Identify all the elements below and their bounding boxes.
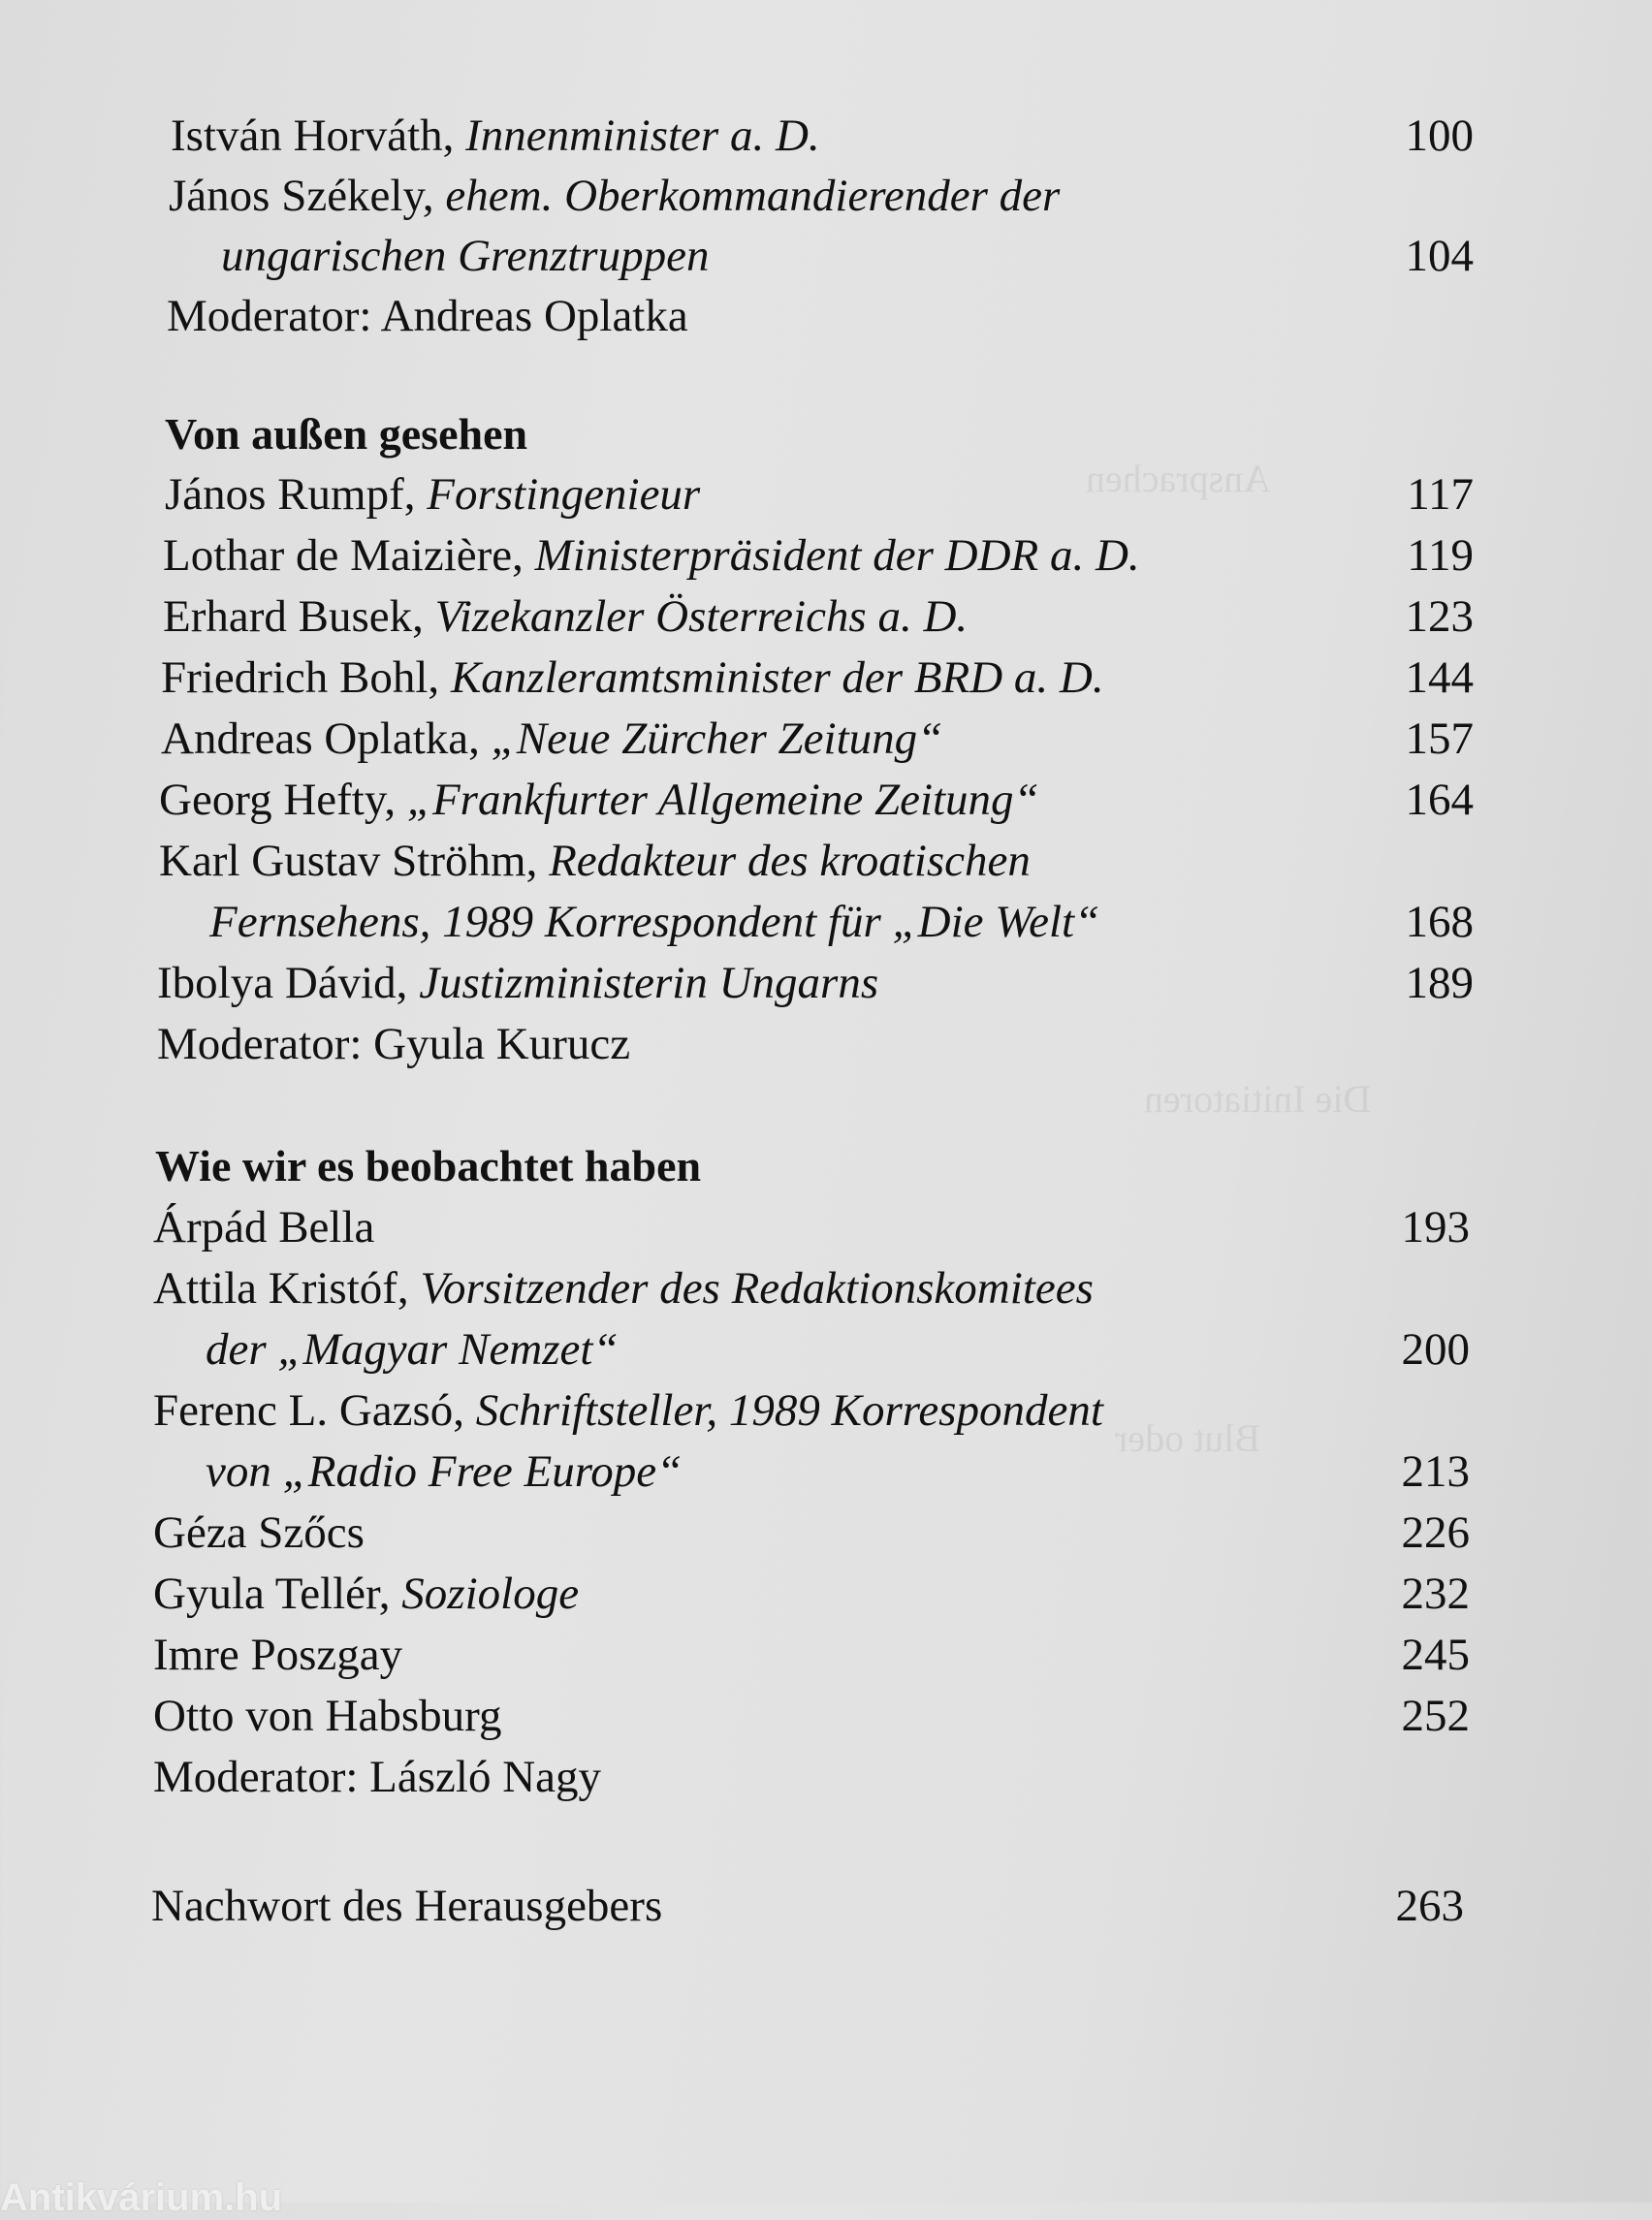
bleed-through-text: Ansprachen (1086, 457, 1272, 500)
toc-entry-continuation (0, 225, 1652, 287)
page-number: 226 (1401, 1507, 1470, 1558)
page-number: 200 (1401, 1324, 1470, 1375)
moderator-line (0, 1746, 1652, 1808)
section-heading: Von außen gesehen (165, 409, 528, 459)
toc-entry (0, 1563, 1652, 1625)
page-number: 213 (1401, 1446, 1470, 1497)
entry-role: von „Radio Free Europe“ (206, 1446, 683, 1497)
toc-entry (0, 1875, 1652, 1937)
entry-role: Redakteur des kroatischen (549, 836, 1031, 886)
toc-entry (0, 463, 1652, 525)
entry-name: Ibolya Dávid, (157, 958, 420, 1008)
entry-name: János Rumpf, (165, 469, 428, 520)
toc-entry (0, 105, 1652, 167)
entry-name: Erhard Busek, (163, 591, 435, 642)
entry-role: Ministerpräsident der DDR a. D. (534, 530, 1140, 581)
entry-name: Gyula Tellér, (153, 1569, 402, 1619)
bleed-through-text: Die Initiatoren (1144, 1077, 1372, 1121)
toc-entry (0, 769, 1652, 831)
toc-entry (0, 952, 1652, 1014)
entry-name: Karl Gustav Ströhm, (159, 836, 550, 886)
toc-entry (0, 708, 1652, 770)
entry-role: Schriftsteller, 1989 Korrespondent (475, 1385, 1103, 1436)
entry-name: Friedrich Bohl, (161, 652, 451, 703)
entry-role: „Neue Zürcher Zeitung“ (491, 714, 943, 764)
page-number: 123 (1405, 591, 1474, 642)
page-number: 193 (1401, 1202, 1470, 1253)
toc-entry (0, 524, 1652, 587)
entry-name: Moderator: Gyula Kurucz (157, 1019, 631, 1069)
toc-entry (0, 165, 1652, 227)
toc-entry (0, 586, 1652, 648)
entry-role: ungarischen Grenztruppen (221, 231, 710, 281)
entry-name: Georg Hefty, (159, 775, 407, 825)
page-number: 164 (1405, 775, 1474, 825)
bleed-through-text: Blut oder (1115, 1416, 1260, 1460)
page-number: 119 (1407, 530, 1474, 581)
entry-name: Andreas Oplatka, (161, 714, 492, 764)
entry-name: Attila Kristóf, (153, 1263, 421, 1314)
toc-entry-continuation (0, 1441, 1652, 1503)
page-number: 189 (1405, 958, 1474, 1008)
page-number: 232 (1401, 1569, 1470, 1619)
section-heading: Wie wir es beobachtet haben (155, 1141, 702, 1190)
entry-role: Forstingenieur (427, 469, 701, 520)
entry-role: Vorsitzender des Redaktionskomitees (420, 1263, 1094, 1314)
entry-role: Fernsehens, 1989 Korrespondent für „Die Welt“ (209, 897, 1100, 947)
entry-role: Justizministerin Ungarns (419, 958, 879, 1008)
moderator-line (0, 285, 1652, 347)
page-number: 157 (1405, 714, 1474, 764)
entry-name: Otto von Habsburg (153, 1691, 502, 1741)
entry-role: Innenminister a. D. (465, 111, 820, 161)
toc-entry (0, 1196, 1652, 1258)
toc-entry (0, 1624, 1652, 1686)
entry-name: Imre Poszgay (153, 1630, 403, 1680)
entry-name: Nachwort des Herausgebers (151, 1881, 663, 1931)
toc-entry (0, 647, 1652, 709)
watermark-text: Antikvárium.hu (0, 2176, 283, 2219)
toc-entry (0, 1380, 1652, 1442)
entry-role: Soziologe (401, 1569, 580, 1619)
page-number: 252 (1401, 1691, 1470, 1741)
page-number: 144 (1405, 652, 1474, 703)
toc-entry (0, 1502, 1652, 1564)
toc-entry (0, 1685, 1652, 1747)
toc-entry (0, 1257, 1652, 1319)
entry-role: „Frankfurter Allgemeine Zeitung“ (406, 775, 1039, 825)
page-number: 263 (1395, 1881, 1464, 1931)
page-number: 104 (1405, 231, 1474, 281)
page-number: 117 (1407, 469, 1474, 520)
entry-role: Kanzleramtsminister der BRD a. D. (450, 652, 1104, 703)
entry-name: Géza Szőcs (153, 1507, 365, 1558)
toc-entry-continuation (0, 1318, 1652, 1380)
entry-name: Moderator: Andreas Oplatka (167, 291, 688, 341)
entry-name: János Székely, (169, 171, 446, 221)
entry-name: Ferenc L. Gazsó, (153, 1385, 476, 1436)
toc-entry (0, 830, 1652, 892)
entry-name: Árpád Bella (153, 1202, 375, 1253)
page-number: 245 (1401, 1630, 1470, 1680)
toc-entry-continuation (0, 891, 1652, 953)
entry-name: Lothar de Maizière, (163, 530, 535, 581)
moderator-line (0, 1013, 1652, 1075)
entry-role: ehem. Oberkommandierender der (445, 171, 1061, 221)
entry-name: István Horváth, (171, 111, 466, 161)
page-number: 100 (1405, 111, 1474, 161)
entry-role: der „Magyar Nemzet“ (206, 1324, 619, 1375)
entry-name: Moderator: László Nagy (153, 1752, 602, 1802)
entry-role: Vizekanzler Österreichs a. D. (434, 591, 969, 642)
page-number: 168 (1405, 897, 1474, 947)
